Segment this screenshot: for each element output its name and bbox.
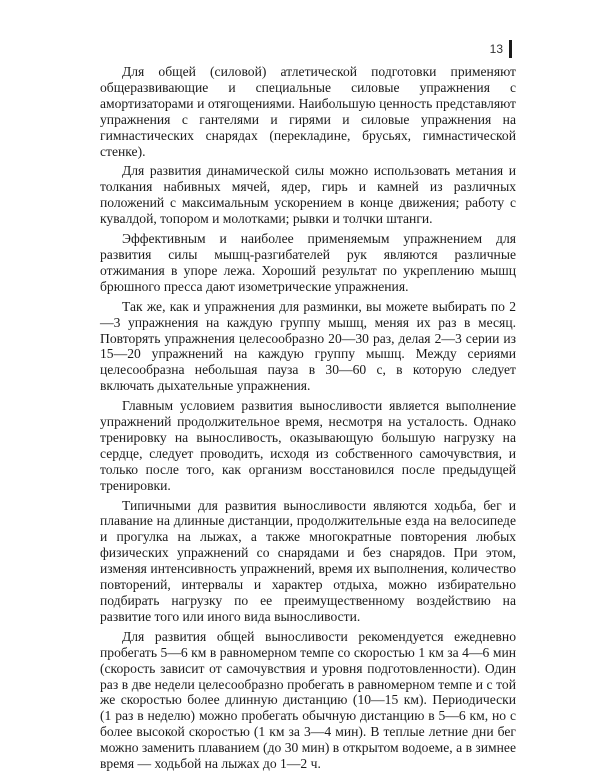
page-number-bar [509, 40, 512, 58]
paragraph-repetitions: Так же, как и упражнения для разминки, вы можете выбирать по 2—3 упражнения на каждую группу мышц, меняя их раз в месяц. Повторять упражнения целесообразно 20—30 раз, делая 2—3 серии из 15—20 упражнений на каждую группу мышц. Между сериями целесообразна небольшая пауза в 30—60 с, в которую следует включать дыхательные упражнения. [100, 298, 516, 394]
paragraph-dynamic-strength: Для развития динамической силы можно использовать метания и толкания набивных мячей, ядер, гирь и камней из различных положений с максимальным ускорением в конце движения; работу с кувалдой, топором и молотками; рывки и толчки штанги. [100, 163, 516, 227]
paragraph-endurance-condition: Главным условием развития выносливости является выполнение упражнений продолжительное время, несмотря на усталость. Однако тренировку на выносливость, оказывающую большую нагрузку на сердце, следует проводить, исходя из собственного самочувствия, и только после того, как организм восстановился после предыдущей тренировки. [100, 398, 516, 493]
page-number: 13 [489, 42, 503, 56]
page-header [490, 40, 512, 58]
body-text [100, 64, 516, 776]
paragraph-endurance-exercises: Типичными для развития выносливости являются ходьба, бег и плавание на длинные дистанции, продолжительные езда на велосипеде и прогулка на лыжах, а также многократные повторения любых физических упражнений со снарядами и без снарядов. При этом, изменяя интенсивность упражнений, время их выполнения, количество повторений, интервалы и характер отдыха, можно избирательно подбирать нагрузку по ее преимущественному воздействию на развитие того или иного вида выносливости. [100, 497, 516, 624]
paragraph-strength-training: Для общей (силовой) атлетической подготовки применяют общеразвивающие и специальные силовые упражнения с амортизаторами и отягощениями. Наибольшую ценность представляют упражнения с гантелями и гирями и силовые упражнения на гимнастических снарядах (перекладине, брусьях, гимнастической стенке). [100, 64, 516, 159]
paragraph-push-ups: Эффективным и наиболее применяемым упражнением для развития силы мышц-разгибателей рук являются различные отжимания в упоре лежа. Хороший результат по укреплению мышц брюшного пресса дают изометрические упражнения. [100, 231, 516, 294]
paragraph-general-endurance: Для развития общей выносливости рекомендуется ежедневно пробегать 5—6 км в равномерном темпе со скоростью 1 км за 4—6 мин (скорость зависит от самочувствия и уровня подготовленности). Один раз в две недели целесообразно пробегать в равномерном темпе и с той же скоростью более длинную дистанцию (10—15 км). Периодически (1 раз в неделю) можно пробегать обычную дистанцию в 5—6 км, но с более высокой скоростью (1 км за 3—4 мин). В теплые летние дни бег можно заменить плаванием (до 30 мин) в открытом водоеме, а в зимнее время — ходьбой на лыжах до 1—2 ч. [100, 628, 516, 772]
